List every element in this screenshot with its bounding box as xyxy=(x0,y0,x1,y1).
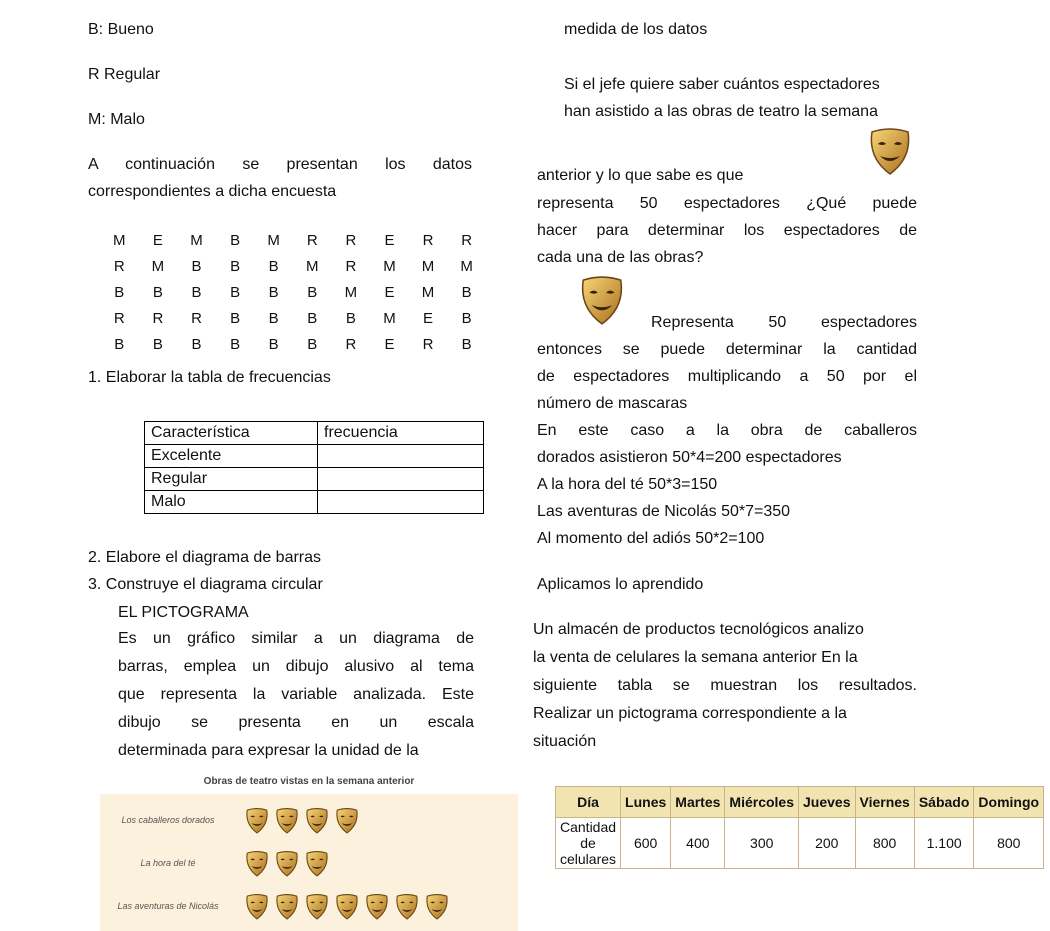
survey-grid-cell: B xyxy=(461,284,472,301)
survey-grid-cell: M xyxy=(344,284,358,301)
survey-grid-cell: B xyxy=(268,336,279,353)
survey-grid-cell: B xyxy=(191,258,202,275)
pictogram-row xyxy=(100,808,518,838)
sales-day: Miércoles xyxy=(725,787,799,818)
survey-grid-cell: B xyxy=(230,232,241,249)
survey-grid-cell: B xyxy=(191,336,202,353)
sales-value: 200 xyxy=(799,818,855,869)
right-line-top: medida de los datos xyxy=(564,21,708,38)
task-2: 2. Elabore el diagrama de barras xyxy=(88,549,322,566)
theatre-pictogram xyxy=(100,776,518,931)
legend-regular: R Regular xyxy=(88,66,161,83)
legend-malo: M: Malo xyxy=(88,111,145,128)
survey-grid-cell: R xyxy=(422,232,434,249)
answer-line-5: En este caso a la obra de caballeros xyxy=(537,422,917,439)
problem-line-4: Realizar un pictograma correspondiente a la xyxy=(533,705,847,722)
problem-line-5: situación xyxy=(533,733,597,750)
pictogram-title: Obras de teatro vistas en la semana anterior xyxy=(203,776,415,787)
theatre-mask-icon xyxy=(274,851,300,882)
survey-grid-cell: R xyxy=(113,310,125,327)
freq-row-label: Regular xyxy=(145,468,318,491)
survey-grid-row xyxy=(100,258,500,284)
survey-grid-cell: B xyxy=(230,284,241,301)
answer-line-3: de espectadores multiplicando a 50 por el xyxy=(537,368,917,385)
theatre-mask-icon xyxy=(868,128,912,181)
survey-grid-cell: B xyxy=(268,284,279,301)
sales-value: 800 xyxy=(974,818,1044,869)
survey-grid-cell: B xyxy=(268,258,279,275)
freq-header-frequency: frecuencia xyxy=(318,422,484,445)
survey-grid-row xyxy=(100,336,500,362)
survey-grid-cell: E xyxy=(384,336,395,353)
survey-grid-cell: E xyxy=(384,232,395,249)
answer-line-4: número de mascaras xyxy=(537,395,688,412)
pictograma-line-5: determinada para expresar la unidad de la xyxy=(118,742,419,759)
sales-day: Martes xyxy=(671,787,725,818)
survey-grid-cell: R xyxy=(306,232,318,249)
survey-grid-cell: B xyxy=(461,310,472,327)
pictogram-row-label: La hora del té xyxy=(140,858,196,868)
pictogram-panel xyxy=(100,794,518,931)
survey-grid-cell: M xyxy=(421,284,435,301)
sales-header-day: Día xyxy=(556,787,621,818)
survey-grid-cell: B xyxy=(152,336,163,353)
survey-grid-cell: B xyxy=(230,310,241,327)
survey-grid-cell: B xyxy=(461,336,472,353)
pictograma-title: EL PICTOGRAMA xyxy=(118,604,249,621)
section-aplicamos: Aplicamos lo aprendido xyxy=(537,576,704,593)
freq-header-feature: Característica xyxy=(145,422,318,445)
question-line-2: han asistido a las obras de teatro la semana xyxy=(564,103,878,120)
sales-day: Lunes xyxy=(621,787,671,818)
theatre-mask-icon xyxy=(578,276,626,331)
theatre-mask-icon xyxy=(244,808,270,839)
answer-line-2: entonces se puede determinar la cantidad xyxy=(537,341,917,358)
survey-grid-cell: M xyxy=(460,258,473,275)
sales-value: 1.100 xyxy=(914,818,974,869)
freq-cell[interactable] xyxy=(318,491,484,514)
pictograma-line-1: Es un gráfico similar a un diagrama de xyxy=(118,630,474,647)
survey-grid-cell: M xyxy=(190,232,203,249)
survey-grid-cell: R xyxy=(461,232,473,249)
survey-grid-cell: M xyxy=(383,258,396,275)
sales-value: 800 xyxy=(855,818,914,869)
theatre-mask-icon xyxy=(274,894,300,925)
theatre-mask-icon xyxy=(394,894,420,925)
sales-day: Sábado xyxy=(914,787,974,818)
sales-day: Viernes xyxy=(855,787,914,818)
pictogram-row-label: Las aventuras de Nicolás xyxy=(117,901,219,911)
answer-line-6: dorados asistieron 50*4=200 espectadores xyxy=(537,449,842,466)
survey-grid-cell: R xyxy=(113,258,125,275)
problem-line-2: la venta de celulares la semana anterior En la xyxy=(533,649,858,666)
survey-grid-cell: M xyxy=(267,232,280,249)
question-line-4: representa 50 espectadores ¿Qué puede xyxy=(537,195,917,212)
survey-grid-cell: M xyxy=(113,232,126,249)
pictogram-row xyxy=(100,894,518,924)
survey-grid-cell: R xyxy=(422,336,434,353)
freq-row-label: Excelente xyxy=(145,445,318,468)
sales-value: 400 xyxy=(671,818,725,869)
sales-value: 600 xyxy=(621,818,671,869)
question-line-3: anterior y lo que sabe es que xyxy=(537,167,744,184)
task-1: 1. Elaborar la tabla de frecuencias xyxy=(88,369,331,386)
survey-grid-row xyxy=(100,284,500,310)
survey-grid-row xyxy=(100,310,500,336)
freq-row-label: Malo xyxy=(145,491,318,514)
survey-grid-cell: M xyxy=(421,258,435,275)
intro-line-2: correspondientes a dicha encuesta xyxy=(88,183,337,200)
freq-cell[interactable] xyxy=(318,445,484,468)
survey-grid-cell: M xyxy=(383,310,396,327)
survey-grid-cell: E xyxy=(423,310,434,327)
task-3: 3. Construye el diagrama circular xyxy=(88,576,323,593)
pictograma-line-4: dibujo se presenta en un escala xyxy=(118,714,474,731)
survey-grid-cell: B xyxy=(230,336,241,353)
survey-grid-cell: B xyxy=(268,310,279,327)
pictograma-line-2: barras, emplea un dibujo alusivo al tema xyxy=(118,658,474,675)
survey-grid-cell: R xyxy=(345,232,357,249)
frequency-table xyxy=(144,421,484,514)
sales-day: Domingo xyxy=(974,787,1044,818)
question-line-5: hacer para determinar los espectadores de xyxy=(537,222,917,239)
survey-grid-cell: B xyxy=(345,310,356,327)
legend-bueno: B: Bueno xyxy=(88,21,154,38)
theatre-mask-icon xyxy=(364,894,390,925)
survey-grid-cell: B xyxy=(307,336,318,353)
answer-line-1: Representa 50 espectadores xyxy=(651,314,917,331)
survey-grid-cell: B xyxy=(114,284,125,301)
survey-grid-cell: E xyxy=(384,284,395,301)
answer-line-8: Las aventuras de Nicolás 50*7=350 xyxy=(537,503,791,520)
problem-line-3: siguiente tabla se muestran los resultados. xyxy=(533,677,917,694)
sales-table xyxy=(555,786,1044,869)
pictograma-line-3: que representa la variable analizada. Este xyxy=(118,686,474,703)
survey-grid-cell: B xyxy=(307,284,318,301)
theatre-mask-icon xyxy=(334,894,360,925)
theatre-mask-icon xyxy=(424,894,450,925)
theatre-mask-icon xyxy=(334,808,360,839)
survey-grid-cell: B xyxy=(191,284,202,301)
survey-grid-cell: E xyxy=(152,232,163,249)
answer-line-9: Al momento del adiós 50*2=100 xyxy=(537,530,765,547)
survey-grid-cell: B xyxy=(152,284,163,301)
question-line-6: cada una de las obras? xyxy=(537,249,704,266)
survey-data-grid xyxy=(100,232,500,362)
theatre-mask-icon xyxy=(304,851,330,882)
sales-value: 300 xyxy=(725,818,799,869)
theatre-mask-icon xyxy=(304,894,330,925)
theatre-mask-icon xyxy=(304,808,330,839)
pictogram-row xyxy=(100,851,518,881)
freq-cell[interactable] xyxy=(318,468,484,491)
sales-row-label: Cantidad de celulares xyxy=(556,818,621,869)
survey-grid-cell: R xyxy=(345,258,357,275)
question-line-1: Si el jefe quiere saber cuántos espectadores xyxy=(564,76,880,93)
survey-grid-cell: R xyxy=(191,310,202,327)
survey-grid-cell: B xyxy=(307,310,318,327)
theatre-mask-icon xyxy=(244,894,270,925)
answer-line-7: A la hora del té 50*3=150 xyxy=(537,476,718,493)
theatre-mask-icon xyxy=(274,808,300,839)
sales-day: Jueves xyxy=(799,787,855,818)
survey-grid-cell: R xyxy=(345,336,357,353)
survey-grid-cell: B xyxy=(230,258,241,275)
theatre-mask-icon xyxy=(244,851,270,882)
intro-line-1: A continuación se presentan los datos xyxy=(88,156,472,173)
survey-grid-cell: M xyxy=(306,258,319,275)
problem-line-1: Un almacén de productos tecnológicos analizo xyxy=(533,621,864,638)
survey-grid-cell: B xyxy=(114,336,125,353)
survey-grid-cell: R xyxy=(152,310,164,327)
survey-grid-cell: M xyxy=(151,258,165,275)
survey-grid-row xyxy=(100,232,500,258)
pictogram-row-label: Los caballeros dorados xyxy=(121,815,215,825)
